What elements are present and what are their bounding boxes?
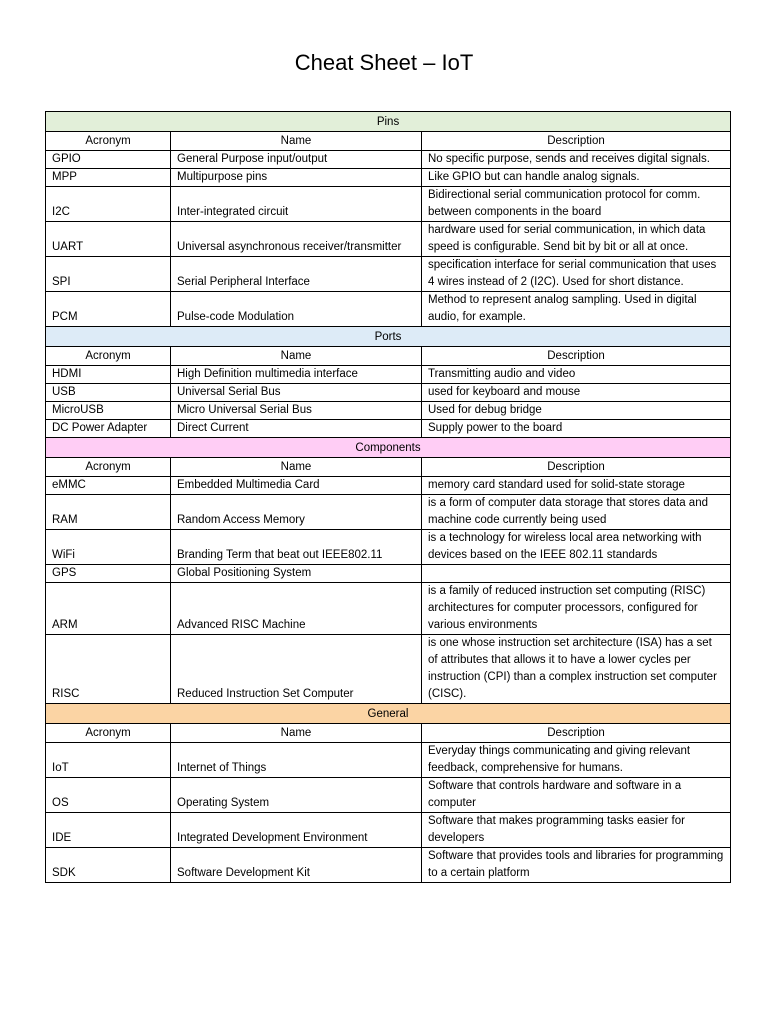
cell-name: High Definition multimedia interface [171,366,422,384]
cell-acronym: SDK [46,848,171,883]
table-row [46,222,731,257]
section-header-pins [46,112,731,132]
column-header-name: Name [171,724,422,743]
column-header-description: Description [422,347,731,366]
cell-description: memory card standard used for solid-state storage [422,477,731,495]
cell-description: is a form of computer data storage that stores data and machine code currently being used [422,495,731,530]
cell-name: Direct Current [171,420,422,438]
cell-acronym: IDE [46,813,171,848]
table-row [46,635,731,704]
cell-name: Reduced Instruction Set Computer [171,635,422,704]
table-row [46,420,731,438]
cell-acronym: MicroUSB [46,402,171,420]
column-header-acronym: Acronym [46,724,171,743]
cell-acronym: HDMI [46,366,171,384]
cell-description: is one whose instruction set architecture (ISA) has a set of attributes that allows it to have a lower cycles per instruction (CPI) than a complex instruction set computer (CISC). [422,635,731,704]
table-row [46,530,731,565]
page-title: Cheat Sheet – IoT [294,50,474,75]
section-title: Ports [46,327,731,347]
section-header-ports [46,327,731,347]
table-row [46,187,731,222]
cell-description: specification interface for serial communication that uses 4 wires instead of 2 (I2C). Used for short distance. [422,257,731,292]
cell-description: hardware used for serial communication, in which data speed is configurable. Send bit by bit or all at once. [422,222,731,257]
cell-description: Supply power to the board [422,420,731,438]
cell-description: Transmitting audio and video [422,366,731,384]
cell-acronym: MPP [46,169,171,187]
cell-acronym: UART [46,222,171,257]
table-row [46,169,731,187]
cell-acronym: WiFi [46,530,171,565]
cell-description: Method to represent analog sampling. Used in digital audio, for example. [422,292,731,327]
column-header-description: Description [422,458,731,477]
column-header-row [46,458,731,477]
column-header-name: Name [171,347,422,366]
cell-name: Global Positioning System [171,565,422,583]
cell-name: Integrated Development Environment [171,813,422,848]
cell-description: is a family of reduced instruction set computing (RISC) architectures for computer processors, configured for various environments [422,583,731,635]
cell-name: Embedded Multimedia Card [171,477,422,495]
cell-name: Pulse-code Modulation [171,292,422,327]
column-header-row [46,347,731,366]
section-title: Pins [46,112,731,132]
table-row [46,583,731,635]
table-row [46,366,731,384]
column-header-name: Name [171,458,422,477]
cell-name: Serial Peripheral Interface [171,257,422,292]
cell-acronym: USB [46,384,171,402]
cell-name: Random Access Memory [171,495,422,530]
table-row [46,495,731,530]
cell-acronym: GPIO [46,151,171,169]
cell-name: Internet of Things [171,743,422,778]
column-header-acronym: Acronym [46,458,171,477]
section-title: General [46,704,731,724]
column-header-row [46,132,731,151]
section-header-general [46,704,731,724]
column-header-description: Description [422,724,731,743]
cell-acronym: PCM [46,292,171,327]
column-header-acronym: Acronym [46,347,171,366]
section-header-components [46,438,731,458]
table-row [46,402,731,420]
cell-description: No specific purpose, sends and receives digital signals. [422,151,731,169]
cell-acronym: ARM [46,583,171,635]
cell-acronym: RAM [46,495,171,530]
table-row [46,477,731,495]
cell-name: Operating System [171,778,422,813]
cell-description: is a technology for wireless local area networking with devices based on the IEEE 802.11 standards [422,530,731,565]
cell-description: Software that provides tools and libraries for programming to a certain platform [422,848,731,883]
cell-acronym: eMMC [46,477,171,495]
cell-description: Everyday things communicating and giving relevant feedback, comprehensive for humans. [422,743,731,778]
table-row [46,743,731,778]
cell-description: Bidirectional serial communication protocol for comm. between components in the board [422,187,731,222]
cell-name: Multipurpose pins [171,169,422,187]
column-header-acronym: Acronym [46,132,171,151]
cell-name: Software Development Kit [171,848,422,883]
cell-acronym: I2C [46,187,171,222]
cell-name: Inter-integrated circuit [171,187,422,222]
cell-name: Micro Universal Serial Bus [171,402,422,420]
cell-description: Software that controls hardware and software in a computer [422,778,731,813]
cell-acronym: RISC [46,635,171,704]
cell-name: Advanced RISC Machine [171,583,422,635]
table-row [46,257,731,292]
cell-description: Used for debug bridge [422,402,731,420]
cell-name: Branding Term that beat out IEEE802.11 [171,530,422,565]
table-row [46,778,731,813]
cell-description: Software that makes programming tasks easier for developers [422,813,731,848]
table-row [46,292,731,327]
column-header-description: Description [422,132,731,151]
cell-acronym: DC Power Adapter [46,420,171,438]
column-header-row [46,724,731,743]
cell-description: used for keyboard and mouse [422,384,731,402]
cell-name: Universal Serial Bus [171,384,422,402]
table-row [46,151,731,169]
column-header-name: Name [171,132,422,151]
cell-acronym: OS [46,778,171,813]
table-row [46,813,731,848]
table-row [46,384,731,402]
cell-acronym: GPS [46,565,171,583]
cell-description: Like GPIO but can handle analog signals. [422,169,731,187]
cell-name: General Purpose input/output [171,151,422,169]
cell-description [422,565,731,583]
cheat-sheet-table [45,111,731,883]
cell-acronym: IoT [46,743,171,778]
cell-acronym: SPI [46,257,171,292]
cell-name: Universal asynchronous receiver/transmitter [171,222,422,257]
section-title: Components [46,438,731,458]
table-row [46,848,731,883]
table-row [46,565,731,583]
